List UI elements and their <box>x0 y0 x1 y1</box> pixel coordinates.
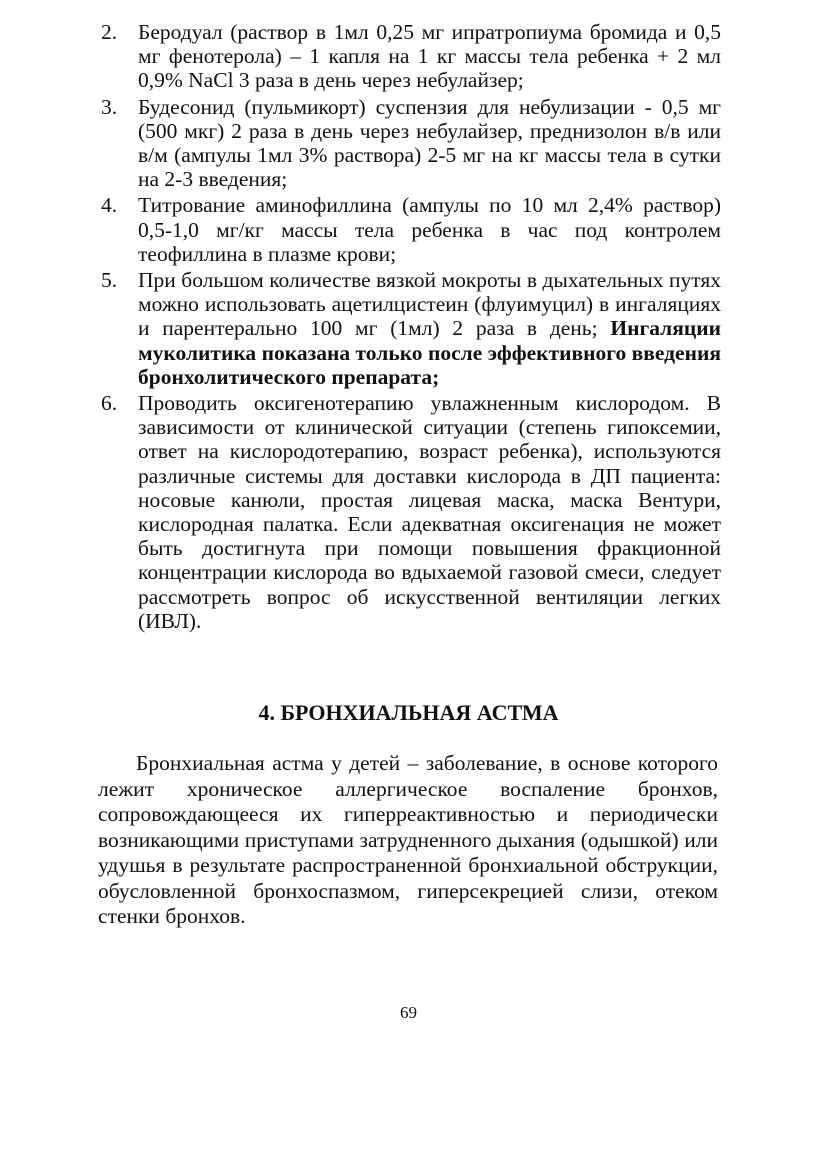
list-item-number: 5. <box>101 268 118 293</box>
list-item-text: Титрование аминофиллина (ампулы по 10 мл 2,4% раствор) 0,5-1,0 мг/кг массы тела ребенка в час под контролем теофиллина в плазме крови; <box>138 193 721 266</box>
list-item-text: Беродуал (раствор в 1мл 0,25 мг ипратропиума бромида и 0,5 мг фенотерола) – 1 капля на 1 кг массы тела ребенка + 2 мл 0,9% NaCl 3 раза в день через небулайзер; <box>138 20 721 93</box>
list-item-number: 4. <box>101 193 118 218</box>
list-item <box>101 391 721 633</box>
list-item <box>101 95 721 192</box>
section-paragraph: Бронхиальная астма у детей – заболевание, в основе которого лежит хроническое аллергическое воспаление бронхов, сопровождающееся их гиперреактивностью и периодически возникающими приступами затрудненного дыхания (одышкой) или удушья в результате распространенной бронхиальной обструкции, обусловленной бронхоспазмом, гиперсекрецией слизи, отеком стенки бронхов. <box>98 751 718 928</box>
list-item-number: 6. <box>101 391 118 416</box>
list-item-bold-text: Ингаляции муколитика показана только после эффективного введения бронхолитического препарата; <box>138 316 722 389</box>
list-item-text-wrapper <box>138 268 721 389</box>
list-item-text: Проводить оксигенотерапию увлажненным кислородом. В зависимости от клинической ситуации (степень гипоксемии, ответ на кислородотерапию, возраст ребенка), используются различные системы для доставки кислорода в ДП пациента: носовые канюли, простая лицевая маска, маска Вентури, кислородная палатка. Если адекватная оксигенация не может быть достигнута при помощи повышения фракционной концентрации кислорода во вдыхаемой газовой смеси, следует рассмотреть вопрос об искусственной вентиляции легких (ИВЛ). <box>138 391 721 633</box>
list-item <box>101 20 721 93</box>
list-item-text: При большом количестве вязкой мокроты в дыхательных путях можно использовать ацетилцистеин (флуимуцил) в ингаляциях и парентерально 100 мг (1мл) 2 раза в день; <box>138 268 721 341</box>
list-item-number: 3. <box>101 94 118 119</box>
page-number: 69 <box>400 1003 417 1022</box>
list-item <box>101 268 721 389</box>
list-item-text: Будесонид (пульмикорт) суспензия для небулизации - 0,5 мг (500 мкг) 2 раза в день через небулайзер, преднизолон в/в или в/м (ампулы 1мл 3% раствора) 2-5 мг на кг массы тела в сутки на 2-3 введения; <box>138 94 721 192</box>
section-heading: 4. БРОНХИАЛЬНАЯ АСТМА <box>258 700 559 725</box>
list-item-number: 2. <box>101 20 118 44</box>
list-item <box>101 193 721 266</box>
treatment-list <box>101 20 721 635</box>
